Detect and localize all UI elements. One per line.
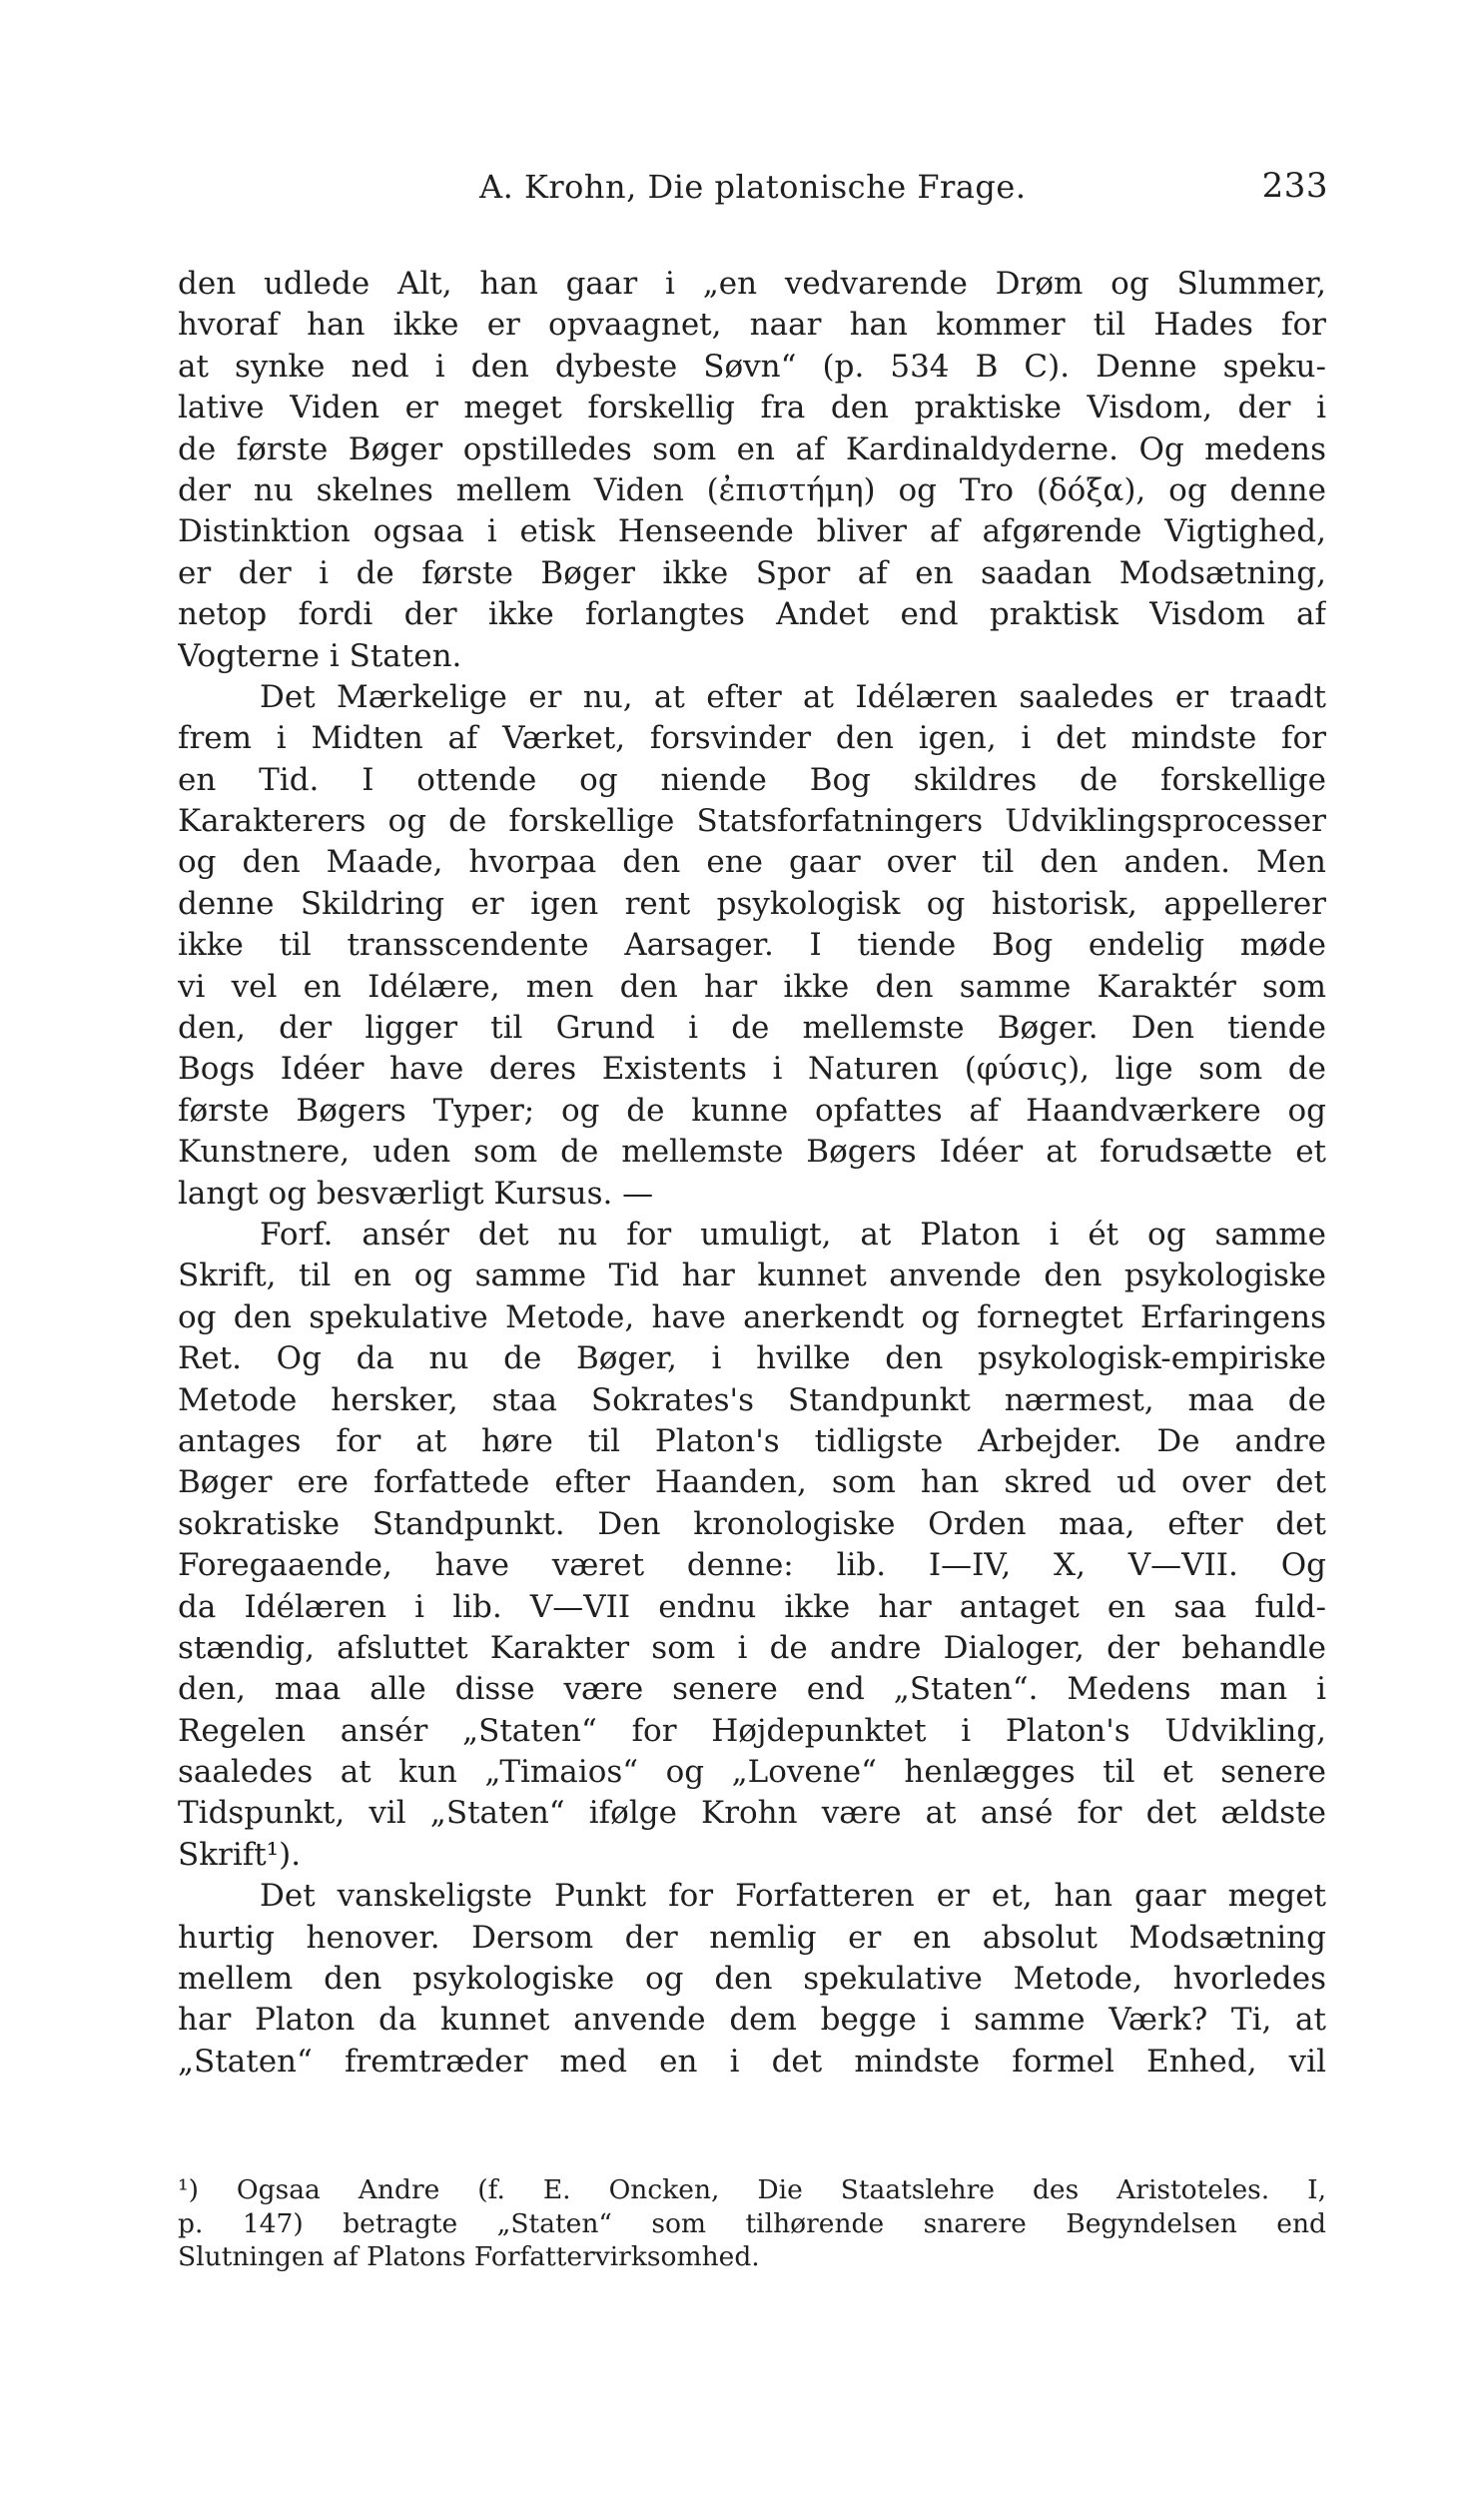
text-line: Bogs Idéer have deres Existents i Naturen (φύσις), lige som de [178,1051,1326,1088]
text-line: saaledes at kun „Timaios“ og „Lovene“ henlægges til et senere [178,1754,1326,1791]
text-line: Regelen ansér „Staten“ for Højdepunktet i Platon's Udvikling, [178,1712,1326,1749]
footnote-line: ¹) Ogsaa Andre (f. E. Oncken, Die Staatslehre des Aristoteles. I, [178,2174,1326,2205]
text-line: Bøger ere forfattede efter Haanden, som han skred ud over det [178,1464,1326,1501]
running-head [180,168,1328,218]
text-line: og den spekulative Metode, have anerkendt og fornegtet Erfaringens [178,1298,1326,1335]
text-line: den udlede Alt, han gaar i „en vedvarende Drøm og Slummer, [178,266,1326,302]
text-line: hvoraf han ikke er opvaagnet, naar han kommer til Hades for [178,307,1326,344]
text-line: frem i Midten af Værket, forsvinder den igen, i det mindste for [178,720,1326,757]
text-line: Ret. Og da nu de Bøger, i hvilke den psykologisk-empiriske [178,1340,1326,1377]
page-number: 233 [1261,166,1328,206]
text-line: sokratiske Standpunkt. Den kronologiske Orden maa, efter det [178,1505,1326,1542]
text-line: mellem den psykologiske og den spekulative Metode, hvorledes [178,1961,1326,1998]
text-line: der nu skelnes mellem Viden (ἐπιστήμη) og Tro (δόξα), og denne [178,471,1326,508]
text-line: Kunstnere, uden som de mellemste Bøgers Idéer at forudsætte et [178,1134,1326,1171]
text-line: ikke til transscendente Aarsager. I tiende Bog endelig møde [178,927,1326,964]
text-line: Distinktion ogsaa i etisk Henseende bliver af afgørende Vigtighed, [178,513,1326,550]
text-line: Tidspunkt, vil „Staten“ ifølge Krohn være at ansé for det ældste [178,1795,1326,1832]
text-line: er der i de første Bøger ikke Spor af en saadan Modsætning, [178,554,1326,591]
text-line: har Platon da kunnet anvende dem begge i samme Værk? Ti, at [178,2002,1326,2039]
footnote-line: p. 147) betragte „Staten“ som tilhørende snarere Begyndelsen end [178,2207,1326,2239]
text-line: den, maa alle disse være senere end „Staten“. Medens man i [178,1671,1326,1708]
text-line: antages for at høre til Platon's tidligste Arbejder. De andre [178,1422,1326,1459]
text-line: den, der ligger til Grund i de mellemste Bøger. Den tiende [178,1010,1326,1047]
footnote [178,2173,1326,2274]
text-line: hurtig henover. Dersom der nemlig er en absolut Modsætning [178,1919,1326,1956]
text-line: at synke ned i den dybeste Søvn“ (p. 534 B C). Denne speku- [178,348,1326,385]
text-line: Metode hersker, staa Sokrates's Standpunkt nærmest, maa de [178,1381,1326,1418]
text-line: netop fordi der ikke forlangtes Andet end praktisk Visdom af [178,596,1326,633]
text-line: Skrift, til en og samme Tid har kunnet anvende den psykologiske [178,1257,1326,1294]
text-line: lative Viden er meget forskellig fra den praktiske Visdom, der i [178,390,1326,426]
text-line: stændig, afsluttet Karakter som i de andre Dialoger, der behandle [178,1629,1326,1666]
running-title: A. Krohn, Die platonische Frage. [479,168,1027,206]
text-line: Skrift¹). [178,1836,302,1873]
text-line: Karakterers og de forskellige Statsforfatningers Udviklingsprocesser [178,803,1326,840]
paragraph-start-line: Forf. ansér det nu for umuligt, at Platon i ét og samme [260,1216,1326,1253]
text-line: denne Skildring er igen rent psykologisk og historisk, appellerer [178,885,1326,922]
footnote-line: Slutningen af Platons Forfattervirksomhed. [178,2241,760,2272]
text-line: første Bøgers Typer; og de kunne opfattes af Haandværkere og [178,1092,1326,1129]
body-text [178,264,1326,2083]
paragraph-start-line: Det Mærkelige er nu, at efter at Idélæren saaledes er traadt [260,678,1326,715]
paragraph-start-line: Det vanskeligste Punkt for Forfatteren er et, han gaar meget [260,1878,1326,1915]
text-line: Foregaaende, have været denne: lib. I—IV, X, V—VII. Og [178,1547,1326,1584]
text-line: vi vel en Idélære, men den har ikke den samme Karaktér som [178,968,1326,1005]
text-line: de første Bøger opstilledes som en af Kardinaldyderne. Og medens [178,430,1326,467]
text-line: „Staten“ fremtræder med en i det mindste formel Enhed, vil [178,2043,1326,2080]
text-line: langt og besværligt Kursus. — [178,1175,654,1212]
text-line: Vogterne i Staten. [178,637,462,674]
text-line: en Tid. I ottende og niende Bog skildres de forskellige [178,761,1326,798]
text-line: og den Maade, hvorpaa den ene gaar over til den anden. Men [178,844,1326,881]
text-line: da Idélæren i lib. V—VII endnu ikke har antaget en saa fuld- [178,1588,1326,1625]
